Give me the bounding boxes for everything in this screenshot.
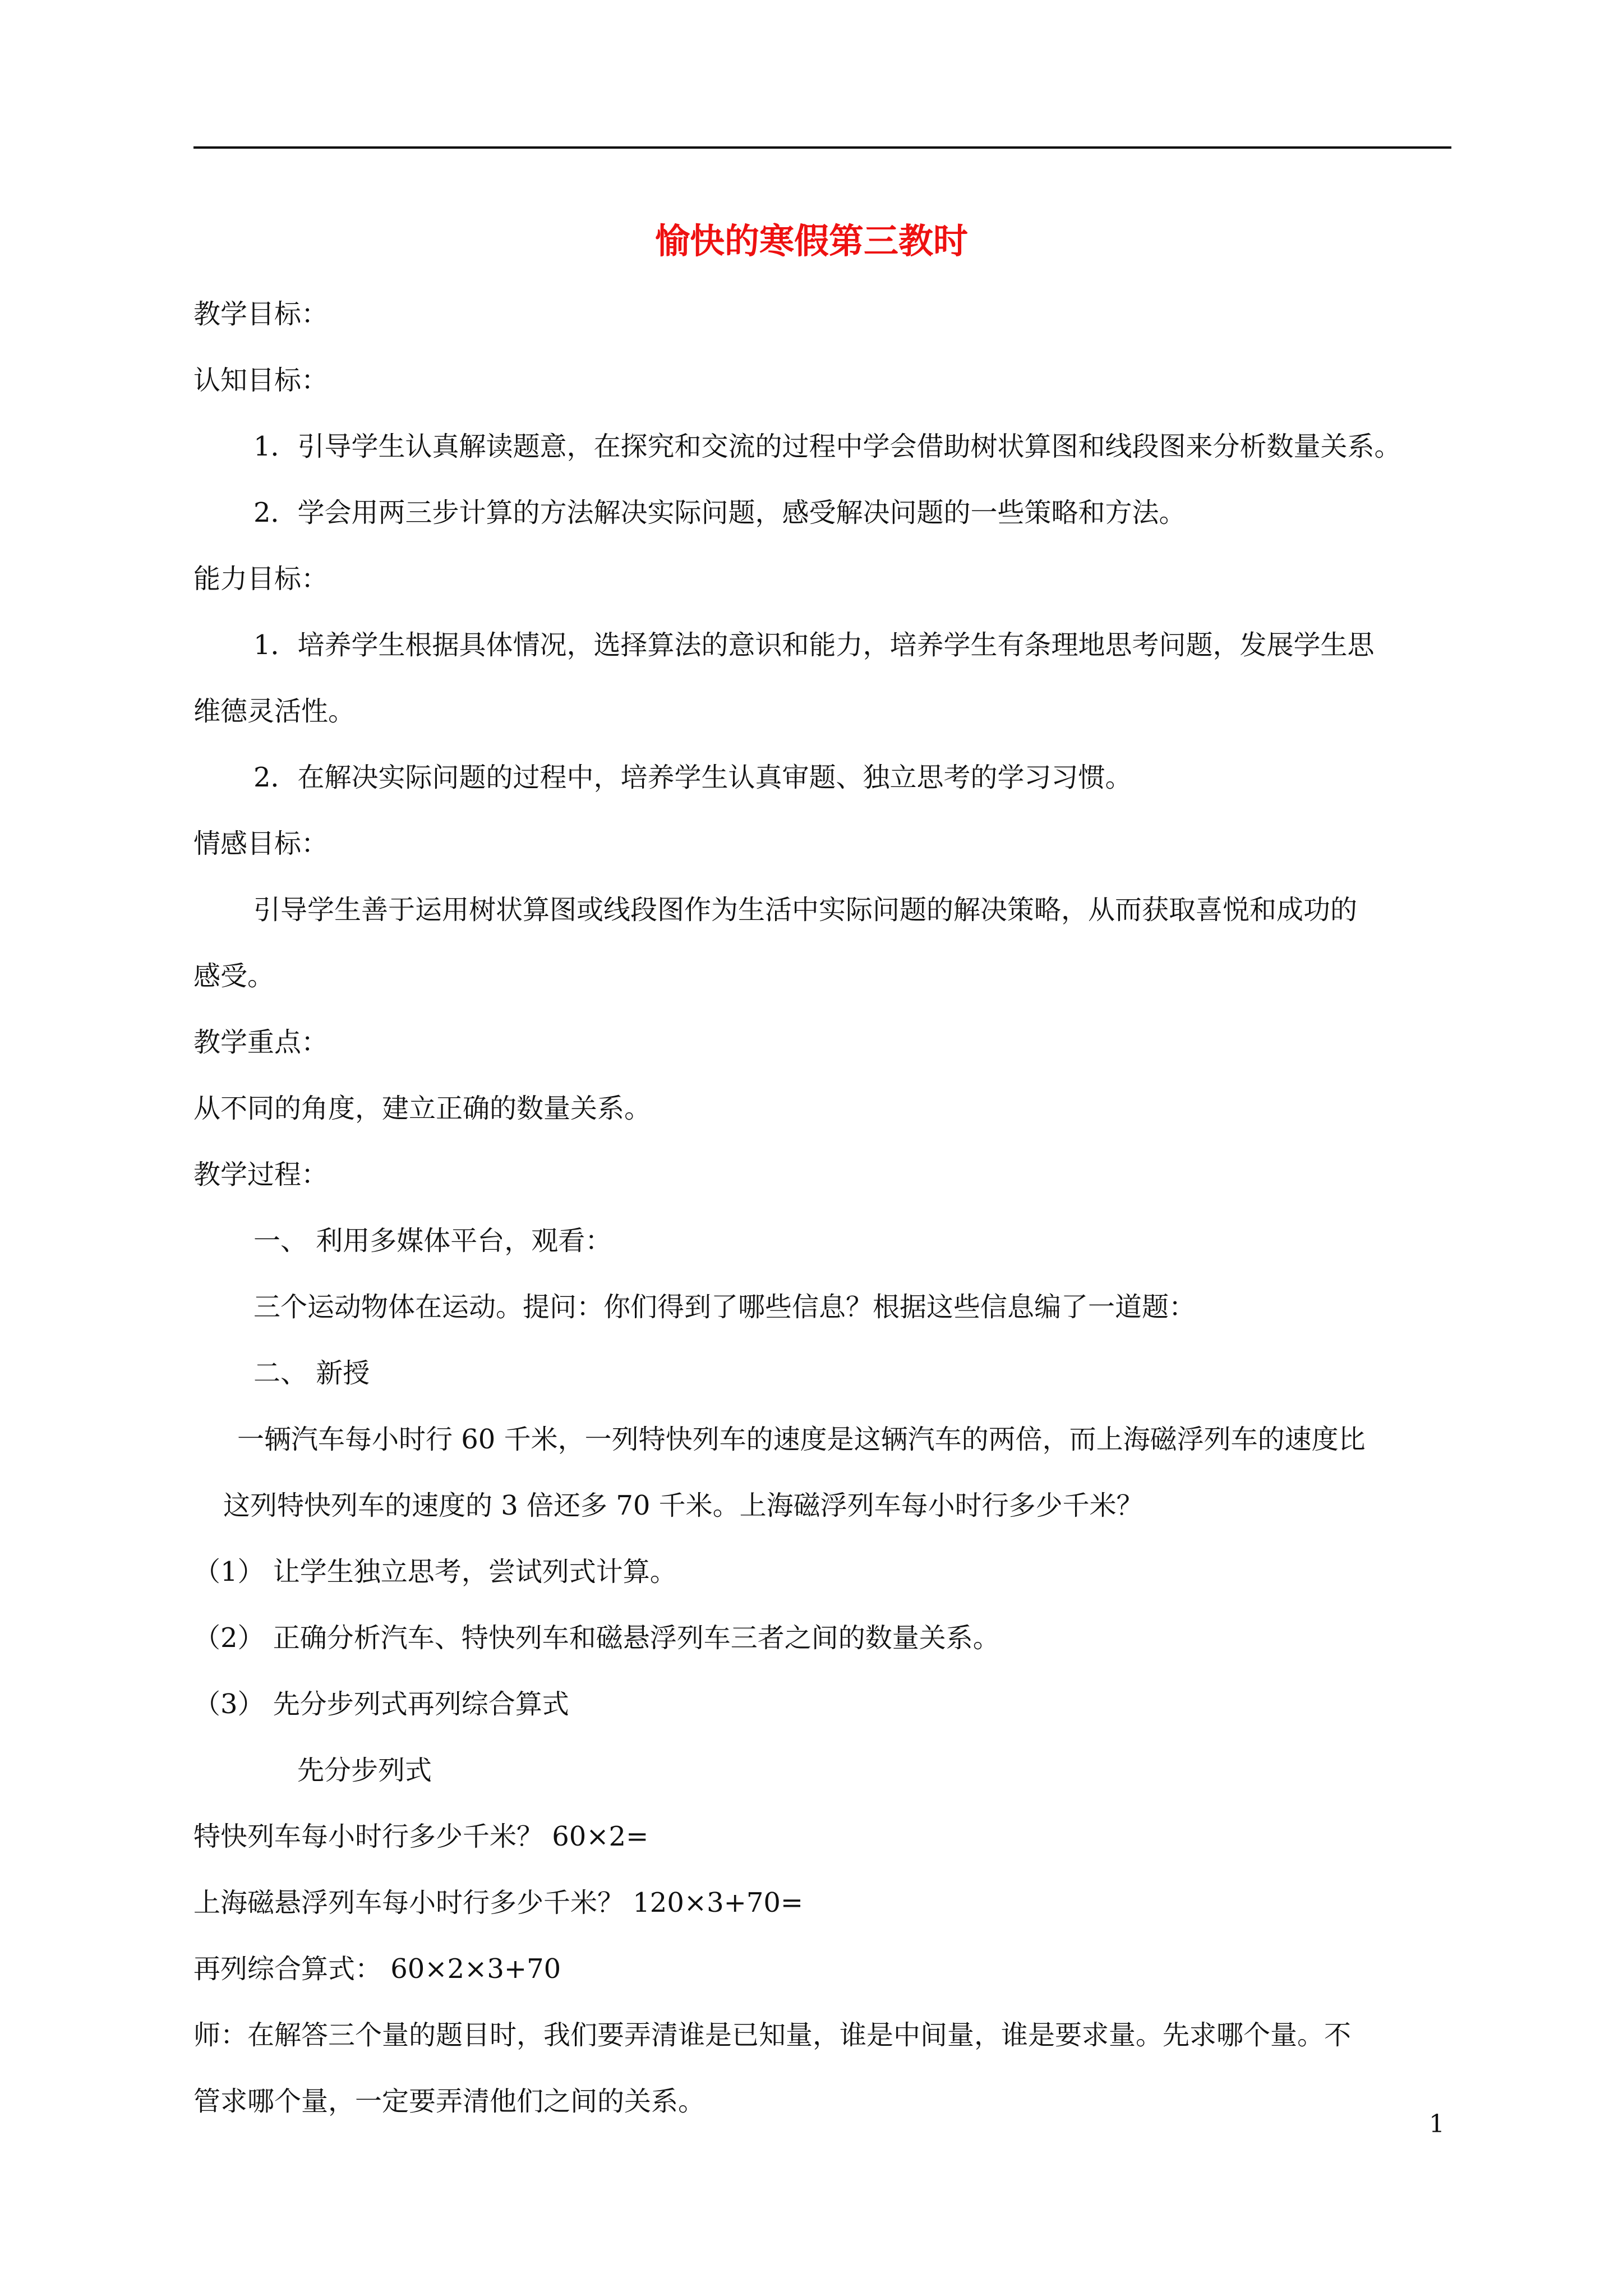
header-rule: [193, 146, 1451, 149]
text-line: 教学目标：: [193, 298, 329, 330]
text-line: 师：在解答三个量的题目时，我们要弄清谁是已知量，谁是中间量，谁是要求量。先求哪个量。不: [193, 2019, 1352, 2051]
text-line: 感受。: [193, 960, 275, 992]
text-line: 引导学生善于运用树状算图或线段图作为生活中实际问题的解决策略，从而获取喜悦和成功的: [253, 894, 1358, 926]
text-line: 一辆汽车每小时行 60 千米，一列特快列车的速度是这辆汽车的两倍，而上海磁浮列车的速度比: [237, 1424, 1366, 1455]
text-line: 情感目标：: [193, 828, 329, 859]
text-line: 特快列车每小时行多少千米？ 60×2=: [193, 1821, 649, 1852]
text-line: 再列综合算式： 60×2×3+70: [193, 1953, 561, 1985]
text-line: 从不同的角度，建立正确的数量关系。: [193, 1093, 652, 1124]
text-line: 1．引导学生认真解读题意，在探究和交流的过程中学会借助树状算图和线段图来分析数量关系。: [253, 431, 1401, 462]
document-title: 愉快的寒假第三教时: [654, 220, 968, 261]
text-line: 2．在解决实际问题的过程中，培养学生认真审题、独立思考的学习习惯。: [253, 762, 1132, 793]
text-line: （3） 先分步列式再列综合算式: [193, 1688, 569, 1720]
text-line: 教学重点：: [193, 1027, 329, 1058]
text-line: 管求哪个量，一定要弄清他们之间的关系。: [193, 2086, 706, 2117]
text-line: 维德灵活性。: [193, 696, 356, 727]
text-line: 二、 新授: [253, 1358, 370, 1389]
text-line: 这列特快列车的速度的 3 倍还多 70 千米。上海磁浮列车每小时行多少千米？: [223, 1490, 1144, 1521]
text-line: 三个运动物体在运动。提问：你们得到了哪些信息？根据这些信息编了一道题：: [253, 1291, 1196, 1323]
text-line: 先分步列式: [297, 1755, 432, 1786]
text-line: （2） 正确分析汽车、特快列车和磁悬浮列车三者之间的数量关系。: [193, 1622, 1000, 1654]
text-line: 教学过程：: [193, 1159, 329, 1190]
page-number: 1: [1429, 2110, 1445, 2138]
text-line: 上海磁悬浮列车每小时行多少千米？ 120×3+70=: [193, 1887, 804, 1918]
text-line: 认知目标：: [193, 365, 329, 396]
text-line: （1） 让学生独立思考，尝试列式计算。: [193, 1556, 677, 1588]
text-line: 2．学会用两三步计算的方法解决实际问题，感受解决问题的一些策略和方法。: [253, 497, 1186, 528]
text-line: 一、 利用多媒体平台，观看：: [253, 1225, 612, 1257]
text-line: 能力目标：: [193, 563, 329, 595]
text-line: 1．培养学生根据具体情况，选择算法的意识和能力，培养学生有条理地思考问题，发展学生思: [253, 629, 1375, 661]
